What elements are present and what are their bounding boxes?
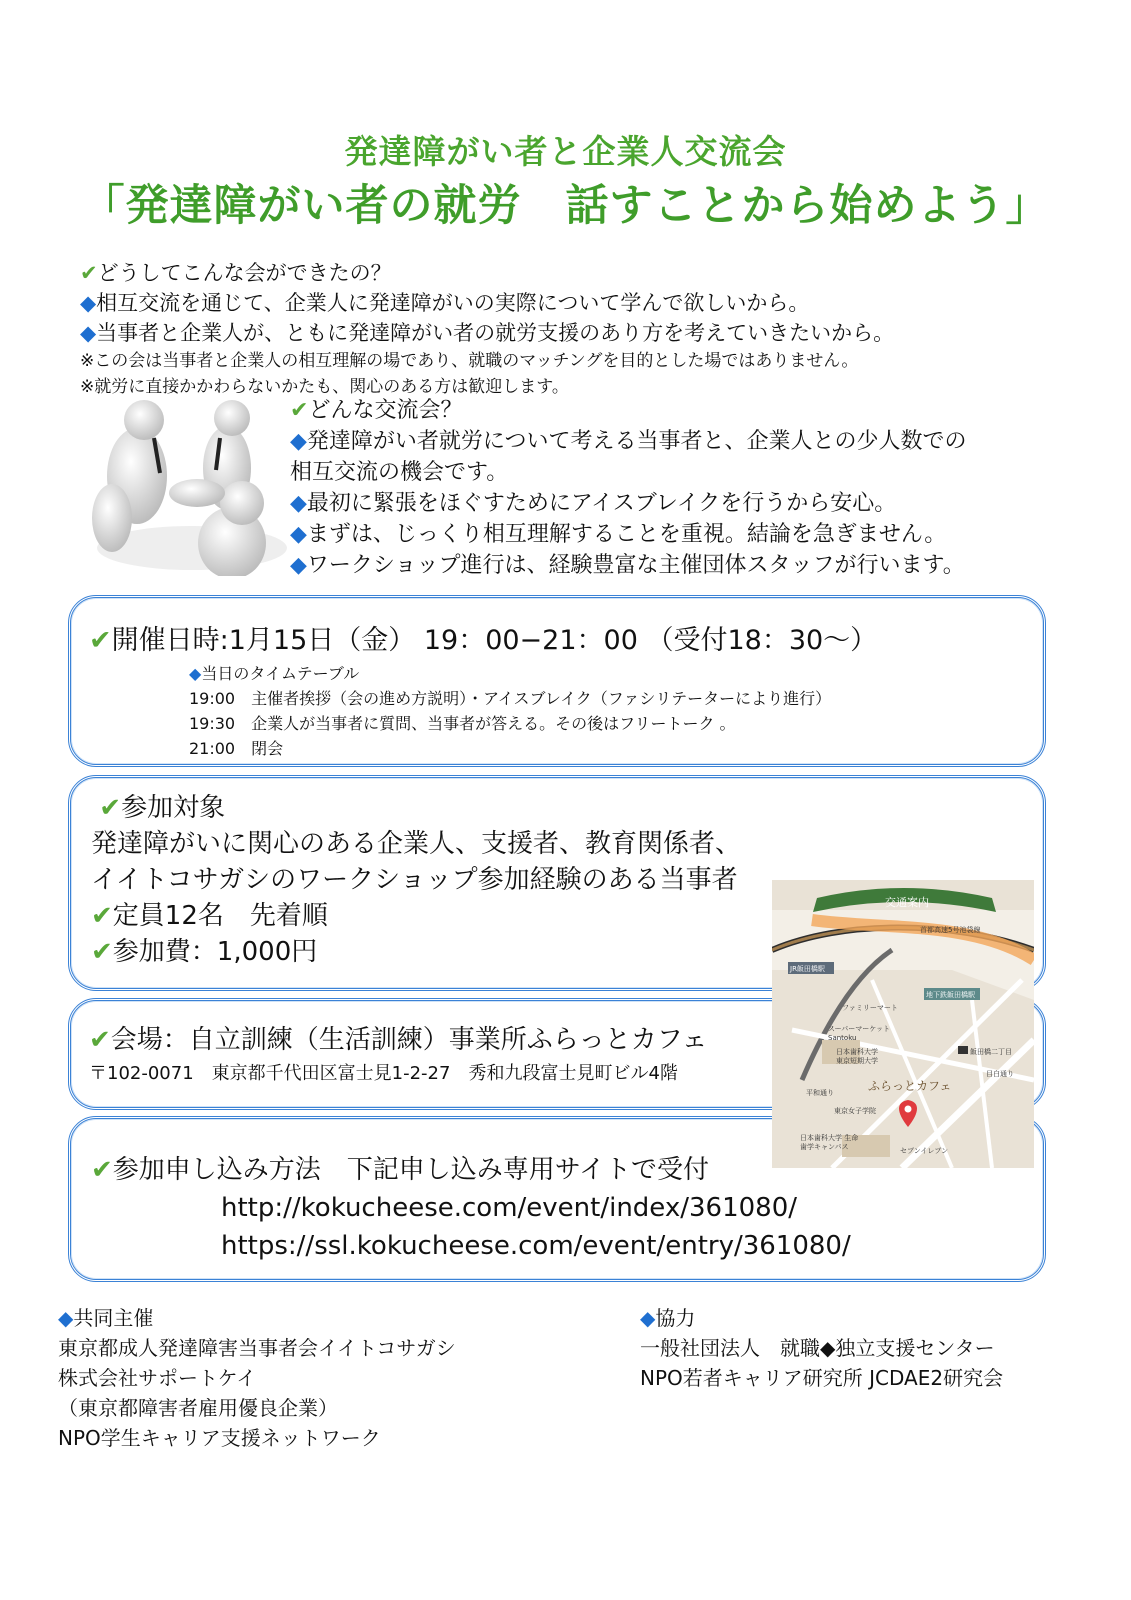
target-content [91, 790, 741, 970]
check-icon: ✔ [91, 937, 113, 967]
check-icon: ✔ [89, 1025, 111, 1055]
map-label: セブンイレブン [900, 1147, 949, 1155]
map-label: 平和通り [806, 1089, 834, 1097]
map-label: 東京短期大学 [836, 1057, 878, 1065]
diamond-icon: ◆ [80, 321, 97, 345]
map-label: 日本歯科大学 [836, 1048, 878, 1056]
venue-heading: ✔会場：自立訓練（生活訓練）事業所ふらっとカフェ [89, 1025, 708, 1055]
diamond-icon: ◆ [58, 1306, 74, 1330]
diamond-icon: ◆ [290, 553, 307, 578]
apply-heading: ✔参加申し込み方法 下記申し込み専用サイトで受付 [91, 1155, 709, 1185]
map-label: 首都高速5号池袋線 [920, 926, 981, 934]
event-description [290, 395, 966, 581]
target-line: イイトコサガシのワークショップ参加経験のある当事者 [91, 865, 738, 895]
event-bullet: ◆まずは、じっくり相互理解することを重視。結論を急ぎません。 [290, 522, 947, 547]
venue-content [89, 1023, 708, 1091]
event-index-link[interactable]: http://kokucheese.com/event/index/361080/ [221, 1193, 797, 1223]
diamond-icon: ◆ [80, 291, 97, 315]
timetable-row: 21:00 閉会 [189, 739, 284, 758]
check-icon: ✔ [89, 625, 112, 656]
co-host: 東京都成人発達障害当事者会イイトコサガシ [58, 1336, 456, 1360]
event-title: 発達障がい者と企業人交流会 [344, 132, 787, 171]
map-label: Santoku [828, 1034, 857, 1042]
event-subtitle: 「発達障がい者の就労 話すことから始めよう」 [81, 181, 1050, 231]
map-label: 日本歯科大学 生命 [800, 1134, 859, 1142]
target-line: 発達障がいに関心のある企業人、支援者、教育関係者、 [91, 829, 742, 859]
map-banner: 交通案内 [885, 896, 929, 909]
check-icon: ✔ [99, 793, 122, 823]
intro-section [80, 258, 894, 400]
schedule-heading: ✔開催日時:1月15日（金） 19：00−21：00 （受付18：30〜） [89, 625, 878, 656]
check-icon: ✔ [91, 1155, 113, 1185]
intro-note: ※就労に直接かかわらないかたも、関心のある方は歓迎します。 [80, 377, 569, 397]
timetable-title: ◆当日のタイムテーブル [189, 664, 360, 683]
schedule-box [68, 595, 1046, 767]
event-bullet-continuation: 相互交流の機会です。 [290, 460, 509, 485]
co-hosts-heading: ◆共同主催 [58, 1306, 154, 1330]
check-icon: ✔ [290, 398, 309, 423]
intro-bullet: ◆相互交流を通じて、企業人に発達障がいの実際について学んで欲しいから。 [80, 291, 810, 315]
cooperator: 一般社団法人 就職◆独立支援センター [640, 1336, 995, 1360]
check-icon: ✔ [91, 901, 113, 931]
map-label: JR飯田橋駅 [790, 965, 825, 973]
map-label: 歯学キャンパス [800, 1143, 849, 1151]
event-question: ✔どんな交流会？ [290, 398, 463, 423]
check-icon: ✔ [80, 261, 98, 285]
apply-content [91, 1151, 851, 1265]
diamond-icon: ◆ [290, 491, 307, 516]
timetable [189, 661, 831, 761]
map-label: スーパーマーケット [828, 1025, 890, 1033]
map-label: 東京女子学院 [834, 1107, 876, 1115]
access-map [772, 880, 1034, 1168]
diamond-icon: ◆ [290, 429, 307, 454]
event-bullet: ◆ワークショップ進行は、経験豊富な主催団体スタッフが行います。 [290, 553, 965, 578]
map-label: ふらっとカフェ [868, 1079, 952, 1093]
map-label: 目白通り [986, 1070, 1014, 1078]
co-host: 株式会社サポートケイ [58, 1366, 257, 1390]
map-label: 飯田橋二丁目 [970, 1048, 1012, 1056]
event-bullet: ◆発達障がい者就労について考える当事者と、企業人との少人数での [290, 429, 967, 454]
diamond-icon: ◆ [189, 664, 202, 683]
target-heading: ✔参加対象 [99, 793, 226, 823]
intro-note: ※この会は当事者と企業人の相互理解の場であり、就職のマッチングを目的とした場ではありません。 [80, 351, 859, 371]
capacity: ✔定員12名 先着順 [91, 901, 328, 931]
event-entry-link[interactable]: https://ssl.kokucheese.com/event/entry/361080/ [221, 1231, 851, 1261]
co-host: NPO学生キャリア支援ネットワーク [58, 1426, 381, 1450]
cooperation-heading: ◆協力 [640, 1306, 696, 1330]
diamond-icon: ◆ [290, 522, 307, 547]
fee: ✔参加費：1,000円 [91, 937, 318, 967]
intro-bullet: ◆当事者と企業人が、ともに発達障がい者の就労支援のあり方を考えていきたいから。 [80, 321, 895, 345]
teamwork-figures-illustration [92, 398, 288, 576]
cooperator: NPO若者キャリア研究所 JCDAE2研究会 [640, 1366, 1004, 1390]
cooperation [640, 1303, 1003, 1393]
timetable-row: 19:00 主催者挨拶（会の進め方説明）・アイスブレイク（ファシリテーターにより進行） [189, 689, 832, 708]
diamond-icon: ◆ [640, 1306, 656, 1330]
intro-question: ✔どうしてこんな会ができたの？ [80, 261, 392, 285]
co-host: （東京都障害者雇用優良企業） [58, 1396, 338, 1420]
map-label: ファミリーマート [842, 1004, 898, 1012]
event-bullet: ◆最初に緊張をほぐすためにアイスブレイクを行うから安心。 [290, 491, 897, 516]
timetable-row: 19:30 企業人が当事者に質問、当事者が答える。その後はフリートーク 。 [189, 714, 736, 733]
venue-address: 〒102-0071 東京都千代田区富士見1-2-27 秀和九段富士見町ビル4階 [89, 1063, 678, 1084]
co-hosts [58, 1303, 456, 1453]
map-label: 地下鉄飯田橋駅 [926, 991, 975, 999]
